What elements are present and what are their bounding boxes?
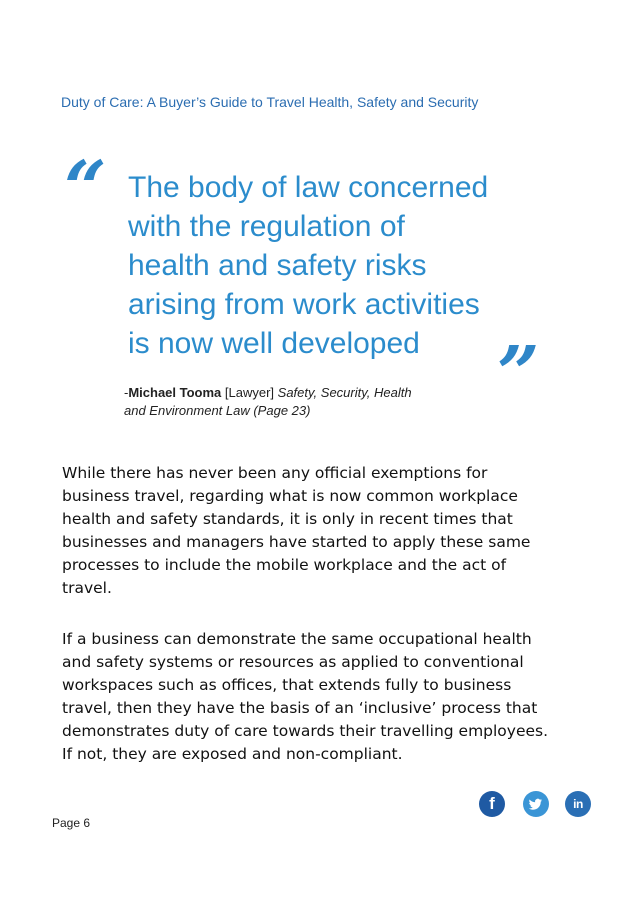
paragraph-line: and safety systems or resources as applied to conventional bbox=[62, 653, 524, 671]
body-paragraph-1 bbox=[62, 462, 562, 600]
paragraph-line: health and safety standards, it is only in recent times that bbox=[62, 510, 513, 528]
pull-quote bbox=[128, 168, 548, 363]
facebook-icon: f bbox=[489, 794, 495, 813]
paragraph-line: travel, then they have the basis of an ‘inclusive’ process that bbox=[62, 699, 538, 717]
document-header-title: Duty of Care: A Buyer’s Guide to Travel Health, Safety and Security bbox=[61, 94, 479, 110]
paragraph-line: businesses and managers have started to apply these same bbox=[62, 533, 531, 551]
open-quote-mark: “ bbox=[64, 146, 107, 232]
paragraph-line: If a business can demonstrate the same occupational health bbox=[62, 630, 532, 648]
page-number: Page 6 bbox=[52, 816, 91, 830]
attribution-source-cont: and Environment Law (Page 23) bbox=[124, 403, 311, 418]
quote-attribution bbox=[124, 384, 494, 420]
paragraph-line: business travel, regarding what is now common workplace bbox=[62, 487, 518, 505]
body-paragraph-2 bbox=[62, 628, 562, 766]
facebook-share-button[interactable] bbox=[479, 791, 505, 817]
twitter-icon bbox=[523, 791, 549, 817]
attribution-author: Michael Tooma bbox=[128, 385, 222, 400]
twitter-share-button[interactable] bbox=[523, 791, 549, 817]
paragraph-line: processes to include the mobile workplace and the act of bbox=[62, 556, 507, 574]
attribution-role: [Lawyer] bbox=[221, 385, 278, 400]
close-quote-mark: ” bbox=[497, 331, 540, 417]
pull-quote-line: arising from work activities bbox=[128, 288, 480, 321]
attribution-source: Safety, Security, Health bbox=[277, 385, 412, 400]
twitter-bird-icon bbox=[523, 791, 549, 817]
paragraph-line: If not, they are exposed and non-compliant. bbox=[62, 745, 403, 763]
paragraph-line: workspaces such as offices, that extends fully to business bbox=[62, 676, 512, 694]
pull-quote-line: is now well developed bbox=[128, 327, 420, 360]
paragraph-line: While there has never been any official exemptions for bbox=[62, 464, 488, 482]
paragraph-line: travel. bbox=[62, 579, 112, 597]
pull-quote-line: with the regulation of bbox=[128, 210, 405, 243]
attribution-dash: - bbox=[124, 385, 129, 400]
paragraph-line: demonstrates duty of care towards their travelling employees. bbox=[62, 722, 549, 740]
pull-quote-line: health and safety risks bbox=[128, 249, 427, 282]
linkedin-icon: in bbox=[573, 797, 583, 811]
linkedin-share-button[interactable] bbox=[565, 791, 591, 817]
pull-quote-line: The body of law concerned bbox=[128, 171, 489, 204]
